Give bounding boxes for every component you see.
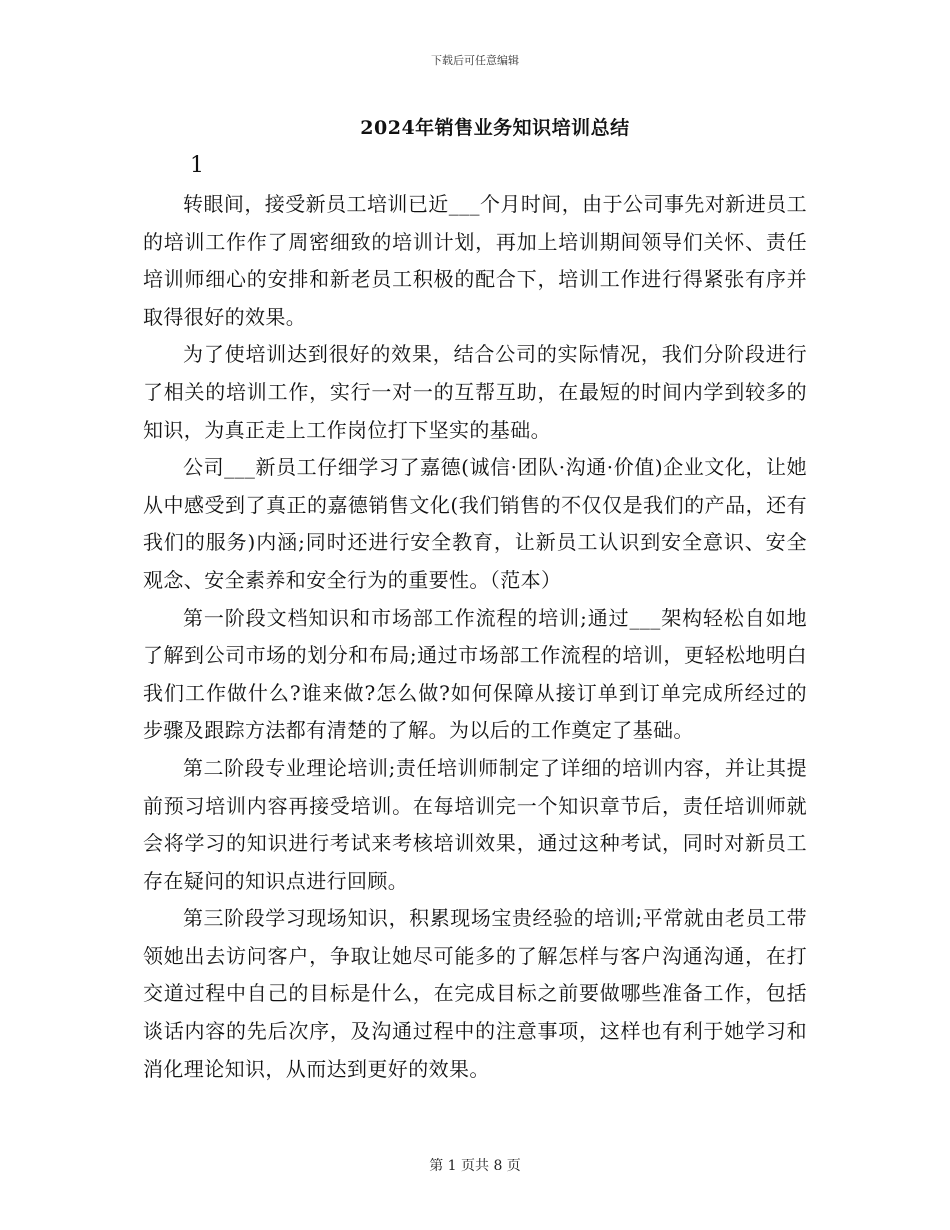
paragraph: 第一阶段文档知识和市场部工作流程的培训;通过___架构轻松自如地了解到公司市场的划分和布局;通过市场部工作流程的培训，更轻松地明白我们工作做什么?谁来做?怎么做?如何保障从接订单到订单完成所经过的步骤及跟踪方法都有清楚的了解。为以后的工作奠定了基础。 [143,605,807,743]
paragraph: 第三阶段学习现场知识，积累现场宝贵经验的培训;平常就由老员工带领她出去访问客户，争取让她尽可能多的了解怎样与客户沟通沟通，在打交道过程中自己的目标是什么，在完成目标之前要做哪些准备工作，包括谈话内容的先后次序，及沟通过程中的注意事项，这样也有利于她学习和消化理论知识，从而达到更好的效果。 [143,906,807,1081]
document-title: 2024年销售业务知识培训总结 [360,117,630,139]
section-number: 1 [190,153,204,178]
paragraph: 第二阶段专业理论培训;责任培训师制定了详细的培训内容，并让其提前预习培训内容再接受培训。在每培训完一个知识章节后，责任培训师就会将学习的知识进行考试来考核培训效果，通过这种考试，同时对新员工存在疑问的知识点进行回顾。 [143,755,807,893]
paragraph: 为了使培训达到很好的效果，结合公司的实际情况，我们分阶段进行了相关的培训工作，实行一对一的互帮互助，在最短的时间内学到较多的知识，为真正走上工作岗位打下坚实的基础。 [143,342,807,442]
paragraph: 公司___新员工仔细学习了嘉德(诚信·团队·沟通·价值)企业文化，让她从中感受到了真正的嘉德销售文化(我们销售的不仅仅是我们的产品，还有我们的服务)内涵;同时还进行安全教育，让新员工认识到安全意识、安全观念、安全素养和安全行为的重要性。（范本） [143,455,807,592]
paragraph: 转眼间，接受新员工培训已近___个月时间，由于公司事先对新进员工的培训工作作了周密细致的培训计划，再加上培训期间领导们关怀、责任培训师细心的安排和新老员工积极的配合下，培训工作进行得紧张有序并取得很好的效果。 [143,192,807,329]
page-header-note: 下载后可任意编辑 [431,54,519,67]
document-body [143,186,807,1088]
page-number-footer: 第 1 页共 8 页 [429,1158,521,1174]
